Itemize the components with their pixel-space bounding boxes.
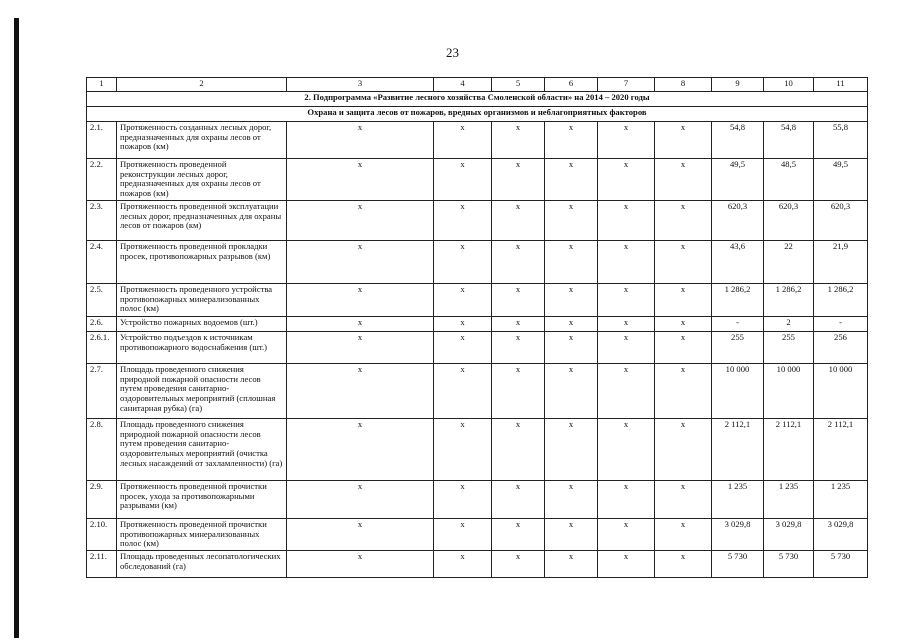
cell-value: х (598, 550, 655, 577)
cell-value: х (287, 550, 434, 577)
indicator-name: Протяженность проведенной прочистки просек, ухода за противопожарными разрывами (км) (117, 480, 287, 518)
indicators-table (86, 77, 868, 578)
column-number: 1 (87, 78, 117, 92)
cell-value: х (492, 363, 545, 418)
cell-value: х (598, 240, 655, 283)
row-number: 2.8. (87, 418, 117, 480)
cell-value: 49,5 (712, 159, 764, 201)
cell-value: х (545, 418, 598, 480)
cell-value: х (545, 363, 598, 418)
cell-value: 2 112,1 (764, 418, 814, 480)
cell-value: х (598, 363, 655, 418)
cell-value: х (655, 159, 712, 201)
cell-value: 10 000 (814, 363, 868, 418)
row-number: 2.7. (87, 363, 117, 418)
cell-value: х (655, 480, 712, 518)
cell-value: 256 (814, 331, 868, 363)
cell-value: х (655, 283, 712, 316)
cell-value: х (434, 240, 492, 283)
cell-value: 49,5 (814, 159, 868, 201)
cell-value: 54,8 (712, 122, 764, 159)
cell-value: 22 (764, 240, 814, 283)
cell-value: х (598, 480, 655, 518)
cell-value: - (712, 316, 764, 331)
cell-value: 255 (764, 331, 814, 363)
subsection-title: Охрана и защита лесов от пожаров, вредных организмов и неблагоприятных факторов (87, 107, 868, 122)
cell-value: 2 112,1 (814, 418, 868, 480)
cell-value: 43,6 (712, 240, 764, 283)
row-number: 2.9. (87, 480, 117, 518)
page-number: 23 (446, 45, 459, 60)
cell-value: х (434, 159, 492, 201)
cell-value: 1 286,2 (814, 283, 868, 316)
cell-value: х (655, 363, 712, 418)
cell-value: х (287, 200, 434, 240)
cell-value: 54,8 (764, 122, 814, 159)
cell-value: х (492, 480, 545, 518)
cell-value: 3 029,8 (712, 518, 764, 550)
cell-value: 5 730 (814, 550, 868, 577)
cell-value: х (287, 331, 434, 363)
cell-value: 48,5 (764, 159, 814, 201)
cell-value: 3 029,8 (764, 518, 814, 550)
cell-value: 1 235 (764, 480, 814, 518)
cell-value: 21,9 (814, 240, 868, 283)
table-row (87, 122, 868, 159)
cell-value: 5 730 (712, 550, 764, 577)
cell-value: х (655, 518, 712, 550)
cell-value: 620,3 (712, 200, 764, 240)
cell-value: х (492, 418, 545, 480)
cell-value: х (287, 240, 434, 283)
cell-value: х (434, 418, 492, 480)
row-number: 2.6.1. (87, 331, 117, 363)
table-row (87, 518, 868, 550)
cell-value: х (434, 283, 492, 316)
cell-value: 255 (712, 331, 764, 363)
table-row (87, 363, 868, 418)
indicator-name: Устройство пожарных водоемов (шт.) (117, 316, 287, 331)
cell-value: х (598, 122, 655, 159)
table-row (87, 480, 868, 518)
cell-value: 10 000 (712, 363, 764, 418)
indicator-name: Протяженность проведенной реконструкции лесных дорог, предназначенных для охраны лесов от пожаров (км) (117, 159, 287, 201)
column-number: 4 (434, 78, 492, 92)
indicator-name: Протяженность проведенной прокладки просек, противопожарных разрывов (км) (117, 240, 287, 283)
cell-value: х (545, 283, 598, 316)
cell-value: х (598, 200, 655, 240)
table-row (87, 200, 868, 240)
cell-value: х (287, 480, 434, 518)
binding-edge-bar (14, 18, 19, 638)
cell-value: х (492, 331, 545, 363)
table-row (87, 331, 868, 363)
indicator-name: Протяженность созданных лесных дорог, предназначенных для охраны лесов от пожаров (км) (117, 122, 287, 159)
cell-value: х (492, 159, 545, 201)
column-number: 7 (598, 78, 655, 92)
indicator-name: Протяженность проведенного устройства противопожарных минерализованных полос (км) (117, 283, 287, 316)
row-number: 2.3. (87, 200, 117, 240)
cell-value: х (492, 200, 545, 240)
cell-value: х (287, 316, 434, 331)
cell-value: х (655, 240, 712, 283)
table-row (87, 550, 868, 577)
cell-value: х (655, 316, 712, 331)
cell-value: 5 730 (764, 550, 814, 577)
cell-value: х (434, 331, 492, 363)
cell-value: х (598, 283, 655, 316)
column-number: 5 (492, 78, 545, 92)
cell-value: х (434, 518, 492, 550)
cell-value: х (287, 122, 434, 159)
cell-value: х (598, 159, 655, 201)
cell-value: х (287, 159, 434, 201)
cell-value: х (434, 122, 492, 159)
table-row (87, 316, 868, 331)
cell-value: х (545, 331, 598, 363)
cell-value: х (545, 159, 598, 201)
cell-value: х (492, 518, 545, 550)
cell-value: х (655, 331, 712, 363)
cell-value: 1 235 (814, 480, 868, 518)
cell-value: 2 112,1 (712, 418, 764, 480)
cell-value: х (655, 200, 712, 240)
cell-value: х (434, 550, 492, 577)
cell-value: х (287, 283, 434, 316)
cell-value: 10 000 (764, 363, 814, 418)
section-title-row (87, 92, 868, 107)
cell-value: х (655, 122, 712, 159)
row-number: 2.5. (87, 283, 117, 316)
cell-value: 1 286,2 (764, 283, 814, 316)
cell-value: х (545, 550, 598, 577)
cell-value: х (492, 550, 545, 577)
column-number: 6 (545, 78, 598, 92)
cell-value: х (598, 316, 655, 331)
table-row (87, 418, 868, 480)
cell-value: х (655, 418, 712, 480)
column-number: 9 (712, 78, 764, 92)
cell-value: х (287, 518, 434, 550)
row-number: 2.2. (87, 159, 117, 201)
column-number: 2 (117, 78, 287, 92)
column-number-row (87, 78, 868, 92)
cell-value: х (545, 480, 598, 518)
cell-value: х (655, 550, 712, 577)
subsection-title-row (87, 107, 868, 122)
cell-value: - (814, 316, 868, 331)
row-number: 2.6. (87, 316, 117, 331)
cell-value: 3 029,8 (814, 518, 868, 550)
cell-value: х (598, 518, 655, 550)
cell-value: 55,8 (814, 122, 868, 159)
indicator-name: Протяженность проведенной прочистки противопожарных минерализованных полос (км) (117, 518, 287, 550)
indicator-name: Площадь проведенного снижения природной пожарной опасности лесов путем проведения санитарно-оздоровительных мероприятий (сплошная санитарная рубка) (га) (117, 363, 287, 418)
table-row (87, 240, 868, 283)
indicator-name: Протяженность проведенной эксплуатации лесных дорог, предназначенных для охраны лесов от пожаров (км) (117, 200, 287, 240)
cell-value: 620,3 (764, 200, 814, 240)
row-number: 2.4. (87, 240, 117, 283)
cell-value: х (492, 316, 545, 331)
row-number: 2.10. (87, 518, 117, 550)
cell-value: 1 235 (712, 480, 764, 518)
cell-value: х (492, 122, 545, 159)
column-number: 10 (764, 78, 814, 92)
cell-value: х (492, 240, 545, 283)
cell-value: х (434, 316, 492, 331)
cell-value: х (598, 418, 655, 480)
cell-value: 2 (764, 316, 814, 331)
cell-value: 620,3 (814, 200, 868, 240)
cell-value: х (492, 283, 545, 316)
cell-value: х (545, 316, 598, 331)
indicator-name: Устройство подъездов к источникам противопожарного водоснабжения (шт.) (117, 331, 287, 363)
cell-value: х (434, 200, 492, 240)
cell-value: х (598, 331, 655, 363)
cell-value: х (545, 122, 598, 159)
indicator-name: Площадь проведенного снижения природной пожарной опасности лесов путем проведения санитарно-оздоровительных мероприятий (очистка лесных насаждений от захламленности) (га) (117, 418, 287, 480)
cell-value: х (434, 480, 492, 518)
indicator-name: Площадь проведенных лесопатологических обследований (га) (117, 550, 287, 577)
cell-value: х (434, 363, 492, 418)
cell-value: х (287, 418, 434, 480)
column-number: 8 (655, 78, 712, 92)
column-number: 3 (287, 78, 434, 92)
table-row (87, 283, 868, 316)
table-row (87, 159, 868, 201)
cell-value: х (545, 518, 598, 550)
cell-value: 1 286,2 (712, 283, 764, 316)
column-number: 11 (814, 78, 868, 92)
cell-value: х (545, 200, 598, 240)
row-number: 2.1. (87, 122, 117, 159)
section-title: 2. Подпрограмма «Развитие лесного хозяйства Смоленской области» на 2014 – 2020 годы (87, 92, 868, 107)
cell-value: х (545, 240, 598, 283)
row-number: 2.11. (87, 550, 117, 577)
cell-value: х (287, 363, 434, 418)
